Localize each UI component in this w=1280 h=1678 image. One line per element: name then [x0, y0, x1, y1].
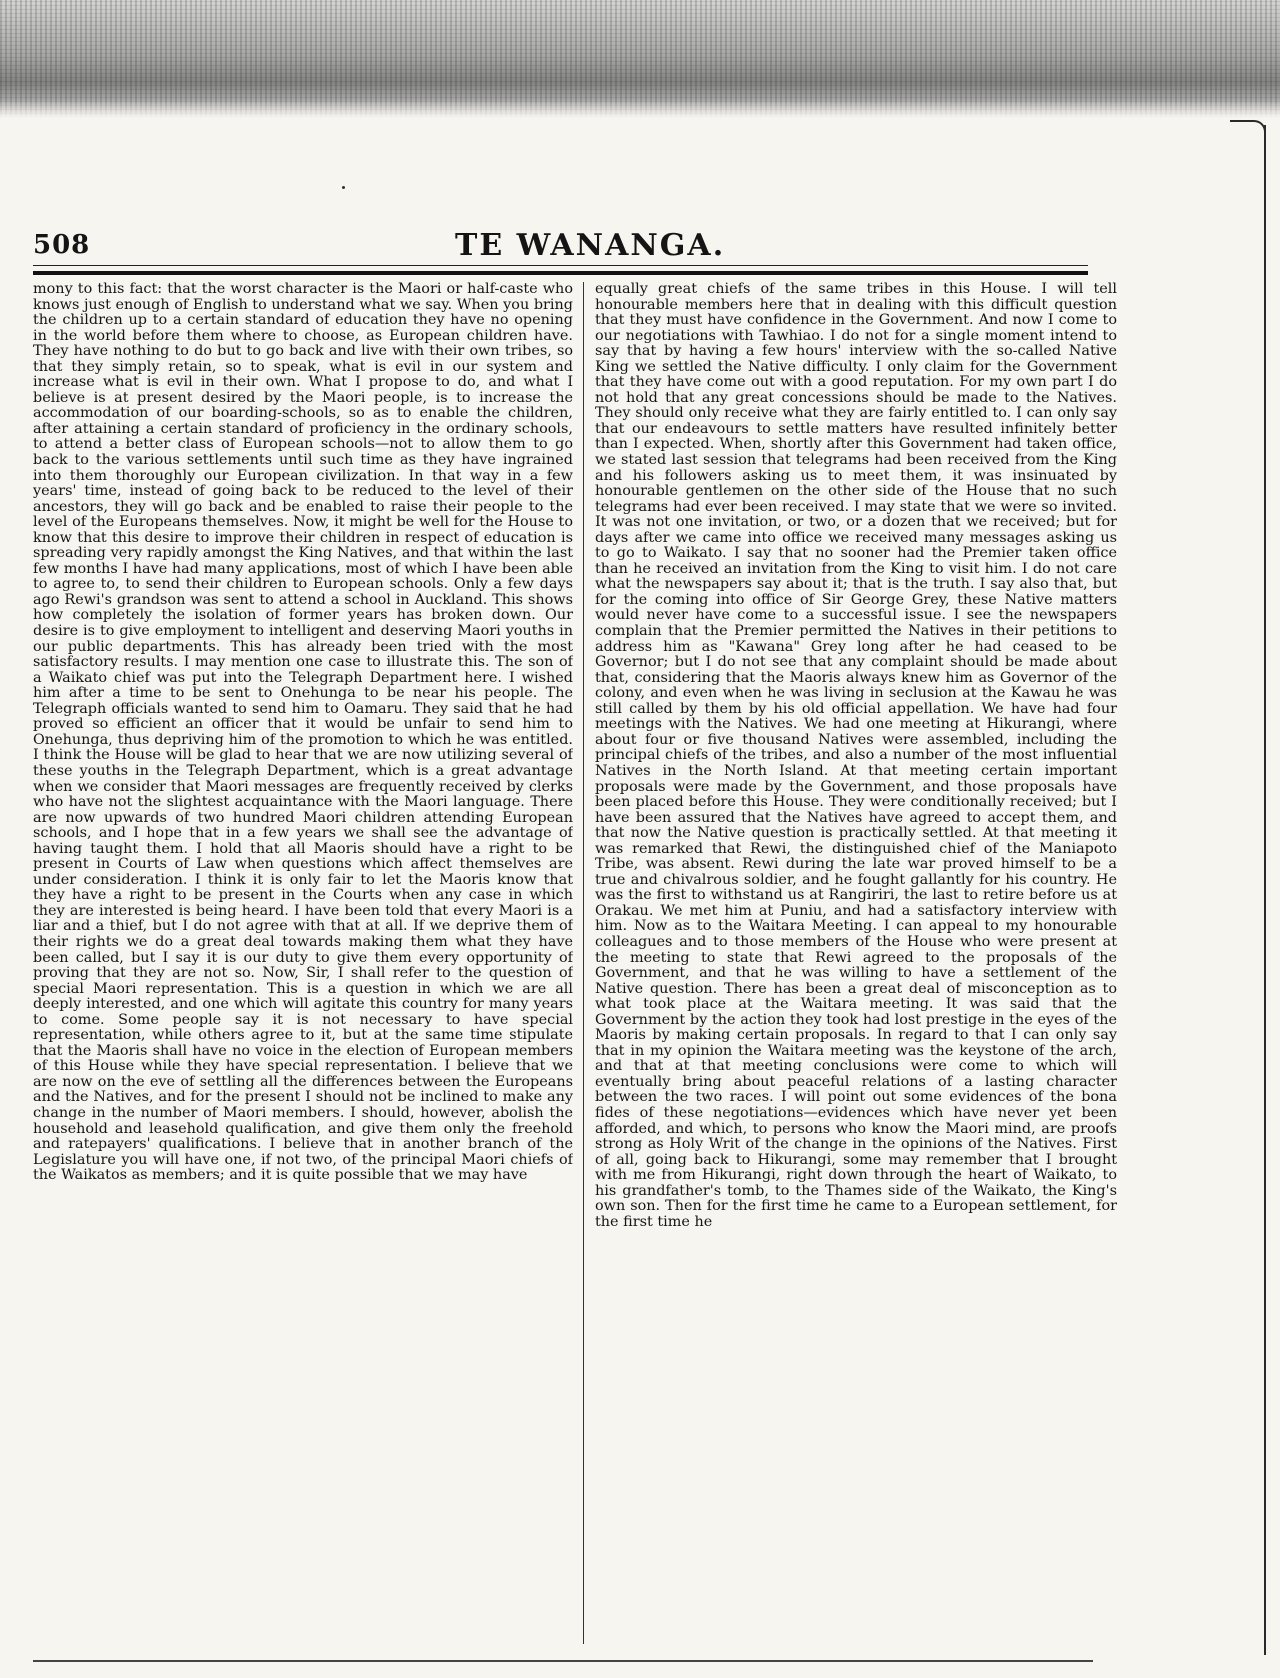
- right-column-text: equally great chiefs of the same tribes in this House. I will tell honourable members here that in dealing with this difficult question that they must have confidence in the Government. And now I come to our negotiations with Tawhiao. I do not for a single moment intend to say that by having a few hours' interview with the so-called Native King we settled the Native difficulty. I only claim for the Government that they have come out with a good reputation. For my own part I do not hold that any great concessions should be made to the Natives. They should only receive what they are fairly entitled to. I can only say that our endeavours to settle matters have resulted infinitely better than I expected. When, shortly after this Government had taken office, we stated last session that telegrams had been received from the King and his followers asking us to meet them, it was insinuated by honourable gentlemen on the other side of the House that no such telegrams had ever been received. I may state that we were so invited. It was not one invitation, or two, or a dozen that we received; but for days after we came into office we received many messages asking us to go to Waikato. I say that no sooner had the Premier taken office than he received an invitation from the King to visit him. I do not care what the newspapers say about it; that is the truth. I say also that, but for the coming into office of Sir George Grey, these Native matters would never have come to a successful issue. I see the newspapers complain that the Premier permitted the Natives in their petitions to address him as "Kawana" Grey long after he had ceased to be Governor; but I do not see that any complaint should be made about that, considering that the Maoris always knew him as Governor of the colony, and even when he was living in seclusion at the Kawau he was still called by them by his old official appellation. We have had four meetings with the Natives. We had one meeting at Hikurangi, where about four or five thousand Natives were assembled, including the principal chiefs of the tribes, and also a number of the most influential Natives in the North Island. At that meeting certain important proposals were made by the Government, and those proposals have been placed before this House. They were conditionally received; but I have been assured that the Natives have agreed to accept them, and that now the Native question is practically settled. At that meeting it was remarked that Rewi, the distinguished chief of the Maniapoto Tribe, was absent. Rewi during the late war proved himself to be a true and chivalrous soldier, and he fought gallantly for his country. He was the first to withstand us at Rangiriri, the last to retire before us at Orakau. We met him at Puniu, and had a satisfactory interview with him. Now as to the Waitara Meeting. I can appeal to my honourable colleagues and to those members of the House who were present at the meeting to state that Rewi agreed to the proposals of the Government, and that he was willing to have a settlement of the Native question. There has been a great deal of misconception as to what took place at the Waitara meeting. It was said that the Government by the action they took had lost prestige in the eyes of the Maoris by making certain proposals. In regard to that I can only say that in my opinion the Waitara meeting was the keystone of the arch, and that at that meeting conclusions were come to which will eventually bring about peaceful relations of a lasting character between the two races. I will point out some evidences of the bona fides of these negotiations—evidences which have never yet been afforded, and which, to persons who know the Maori mind, are proofs strong as Holy Writ of the change in the opinions of the Natives. First of all, going back to Hikurangi, some may remember that I brought with me from Hikurangi, right down through the heart of Waikato, to his grandfather's tomb, to the Thames side of the Waikato, the King's own son. Then for the first time he came to a European settlement, for the first time he: [595, 282, 1117, 1230]
- right-column: [595, 282, 1117, 1644]
- scan-border-top: [0, 0, 1280, 118]
- scan-speck: [342, 186, 345, 189]
- page-title: TE WANANGA.: [455, 228, 726, 263]
- left-column-text: mony to this fact: that the worst character is the Maori or half-caste who knows just enough of English to understand what we say. When you bring the children up to a certain standard of education they have no opening in the world before them where to choose, as European children have. They have nothing to do but to go back and live with their own tribes, so that they simply retain, so to speak, what is evil in our system and increase what is evil in their own. What I propose to do, and what I believe is at present desired by the Maori people, is to increase the accommodation of our boarding-schools, so as to enable the children, after attaining a certain standard of proficiency in the ordinary schools, to attend a better class of European schools—not to allow them to go back to the various settlements until such time as they have ingrained into them thoroughly our European civilization. In that way in a few years' time, instead of going back to be reduced to the level of their ancestors, they will go back and be enabled to raise their people to the level of the Europeans themselves. Now, it might be well for the House to know that this desire to improve their children in respect of education is spreading very rapidly amongst the King Natives, and that within the last few months I have had many applications, most of which I have been able to agree to, to send their children to European schools. Only a few days ago Rewi's grandson was sent to attend a school in Auckland. This shows how completely the isolation of former years has broken down. Our desire is to give employment to intelligent and deserving Maori youths in our public departments. This has already been tried with the most satisfactory results. I may mention one case to illustrate this. The son of a Waikato chief was put into the Telegraph Department here. I wished him after a time to be sent to Onehunga to be near his people. The Telegraph officials wanted to send him to Oamaru. They said that he had proved so efficient an officer that it would be unfair to send him to Onehunga, thus depriving him of the promotion to which he was entitled. I think the House will be glad to hear that we are now utilizing several of these youths in the Telegraph Department, which is a great advantage when we consider that Maori messages are frequently received by clerks who have not the slightest acquaintance with the Maori language. There are now upwards of two hundred Maori children attending European schools, and I hope that in a few years we shall see the advantage of having taught them. I hold that all Maoris should have a right to be present in Courts of Law when questions which affect themselves are under consideration. I think it is only fair to let the Maoris know that they have a right to be present in the Courts when any case in which they are interested is being heard. I have been told that every Maori is a liar and a thief, but I do not agree with that at all. If we deprive them of their rights we do a great deal towards making them what they have been called, but I say it is our duty to give them every opportunity of proving that they are not so. Now, Sir, I shall refer to the question of special Maori representation. This is a question in which we are all deeply interested, and one which will agitate this country for many years to come. Some people say it is not necessary to have special representation, while others agree to it, but at the same time stipulate that the Maoris shall have no voice in the election of European members of this House while they have special representation. I believe that we are now on the eve of settling all the differences between the Europeans and the Natives, and for the present I should not be inclined to make any change in the number of Maori members. I should, however, abolish the household and leasehold qualification, and give them only the freehold and ratepayers' qualifications. I believe that in another branch of the Legislature you will have one, if not two, of the principal Maori chiefs of the Waikatos as members; and it is quite possible that we may have: [33, 282, 573, 1184]
- page-edge-right: [1264, 125, 1266, 1655]
- column-divider: [583, 282, 584, 1644]
- header-rule-thick: [33, 271, 1088, 275]
- bottom-rule: [33, 1660, 1093, 1662]
- page-number: 508: [33, 230, 91, 260]
- header-rule-thin: [33, 265, 1088, 266]
- left-column: [33, 282, 573, 1644]
- page-edge-corner: [1230, 120, 1266, 132]
